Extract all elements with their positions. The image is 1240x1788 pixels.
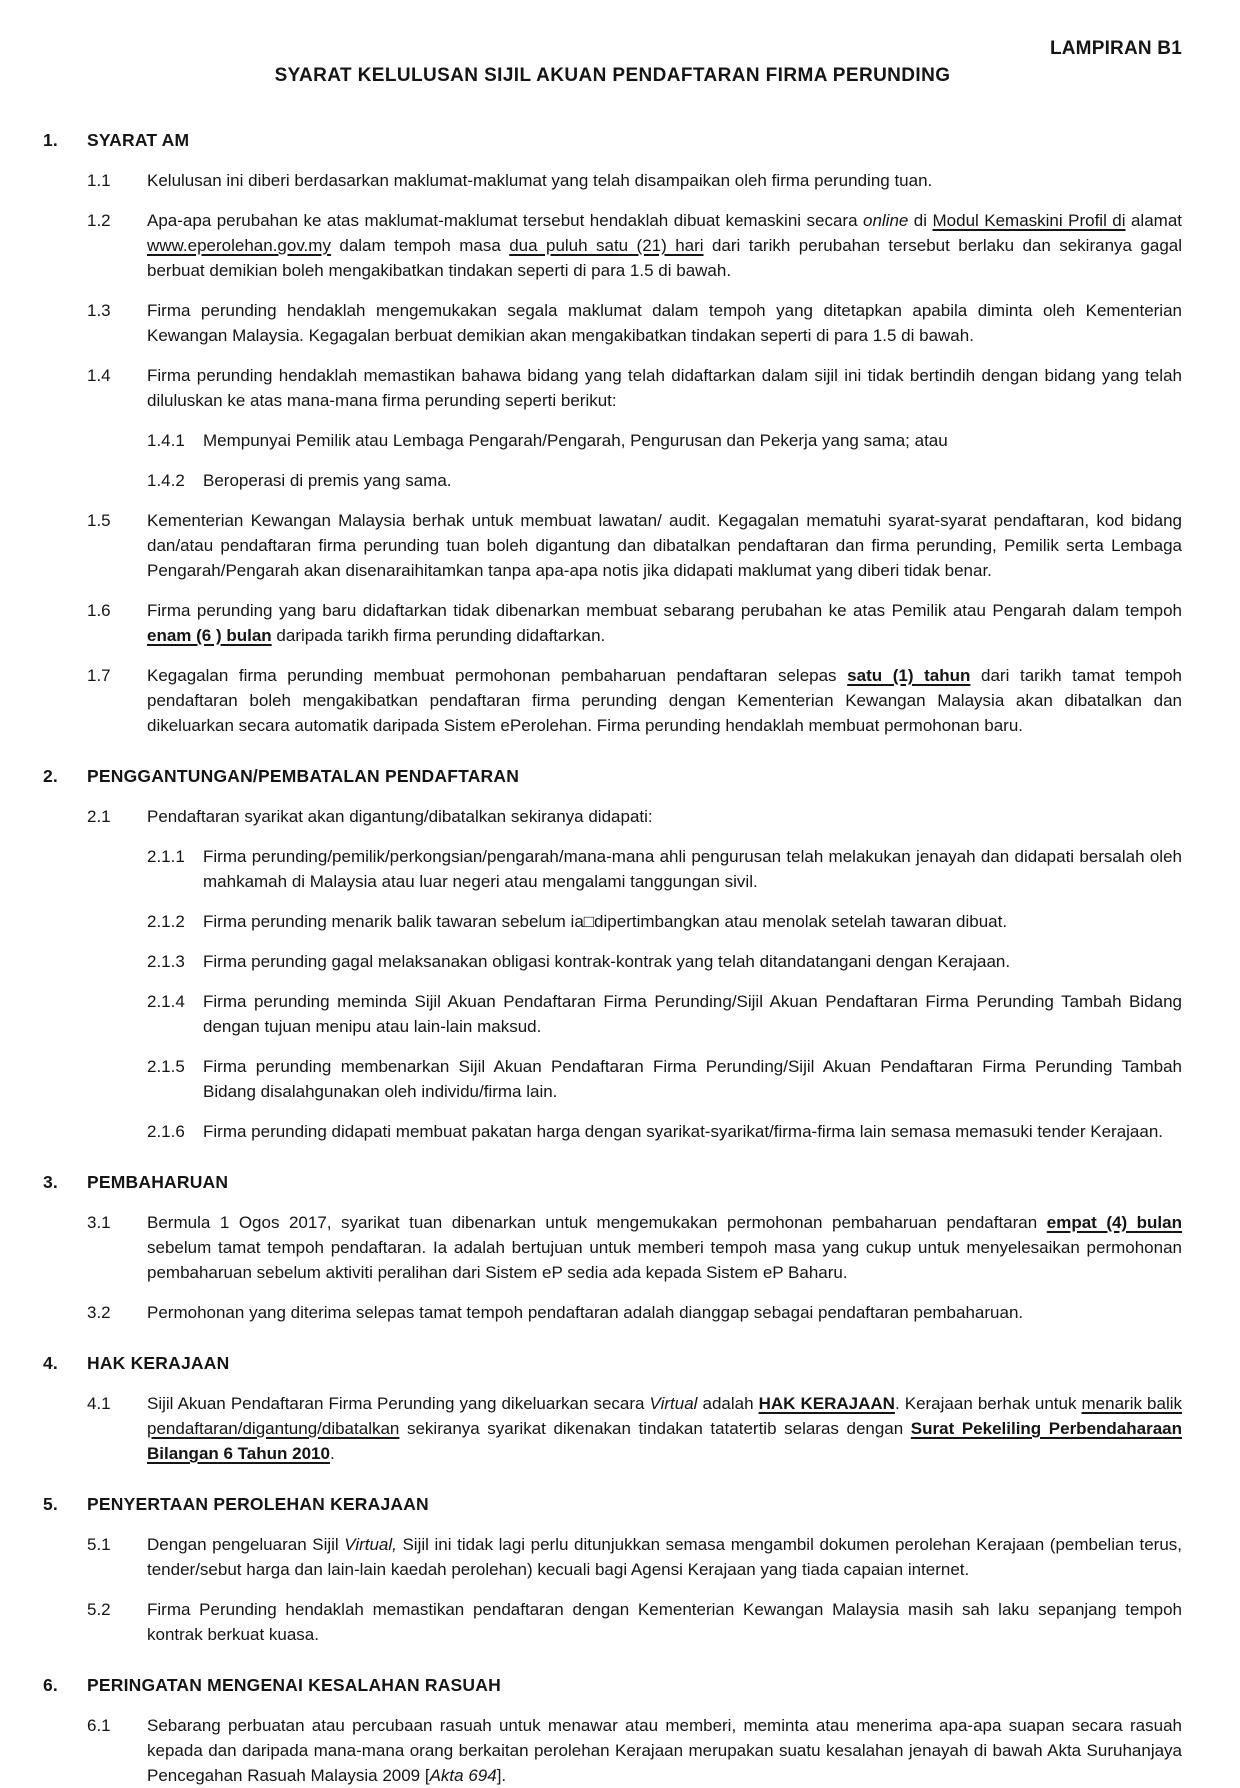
item-text: Sijil Akuan Pendaftaran Firma Perunding yang dikeluarkan secara Virtual adalah HAK KERAJAAN. Kerajaan berhak untuk menarik balik pendaftaran/digantung/dibatalkan sekiranya syarikat dikenakan tindakan tatatertib selaras dengan Surat Pekeliling Perbendaharaan Bilangan 6 Tahun 2010. [147, 1394, 1182, 1463]
list-item [43, 598, 1182, 648]
item-text: Pendaftaran syarikat akan digantung/dibatalkan sekiranya didapati: [147, 807, 653, 826]
text-run: menarik balik pendaftaran/digantung/dibatalkan [147, 1394, 1182, 1438]
item-number: 3.1 [87, 1213, 111, 1232]
section-heading [43, 1351, 1182, 1376]
list-item [43, 909, 1182, 934]
page-header [43, 36, 1182, 88]
text-run: Akta 694 [429, 1766, 497, 1785]
list-item [43, 949, 1182, 974]
item-number: 3.2 [87, 1303, 111, 1322]
text-run: Virtual, [344, 1535, 397, 1554]
section-heading [43, 128, 1182, 153]
item-text: Firma perunding/pemilik/perkongsian/pengarah/mana-mana ahli pengurusan telah melakukan jenayah dan didapati bersalah oleh mahkamah di Malaysia atau luar negeri atau mengalami tanggungan sivil. [203, 847, 1182, 891]
list-item [43, 844, 1182, 894]
item-text: Firma perunding meminda Sijil Akuan Pendaftaran Firma Perunding/Sijil Akuan Pendaftaran Firma Perunding Tambah Bidang dengan tujuan menipu atau lain-lain maksud. [203, 992, 1182, 1036]
item-number: 2.1.5 [147, 1057, 185, 1076]
item-text: Firma perunding yang baru didaftarkan tidak dibenarkan membuat sebarang perubahan ke atas Pemilik atau Pengarah dalam tempoh enam (6 ) bulan daripada tarikh firma perunding didaftarkan. [147, 601, 1182, 645]
text-run: Virtual [649, 1394, 698, 1413]
list-item [43, 804, 1182, 829]
item-number: 1.5 [87, 511, 111, 530]
section-title: HAK KERAJAAN [87, 1353, 230, 1373]
text-run: HAK KERAJAAN [758, 1394, 895, 1413]
item-text: Firma perunding membenarkan Sijil Akuan Pendaftaran Firma Perunding/Sijil Akuan Pendaftaran Firma Perunding Tambah Bidang disalahgunakan oleh individu/firma lain. [203, 1057, 1182, 1101]
list-item [43, 1391, 1182, 1466]
list-item [43, 1597, 1182, 1647]
item-number: 5.2 [87, 1600, 111, 1619]
section-heading [43, 764, 1182, 789]
item-text: Kegagalan firma perunding membuat permohonan pembaharuan pendaftaran selepas satu (1) tahun dari tarikh tamat tempoh pendaftaran boleh mengakibatkan pendaftaran firma perunding dengan Kementerian Kewangan Malaysia akan dibatalkan dan dikeluarkan secara automatik daripada Sistem ePerolehan. Firma perunding hendaklah membuat permohonan baru. [147, 666, 1182, 735]
list-item [43, 428, 1182, 453]
list-item [43, 1713, 1182, 1788]
item-number: 1.4.1 [147, 431, 185, 450]
item-text: Kelulusan ini diberi berdasarkan maklumat-maklumat yang telah disampaikan oleh firma perunding tuan. [147, 171, 933, 190]
item-text: Dengan pengeluaran Sijil Virtual, Sijil ini tidak lagi perlu ditunjukkan semasa mengambil dokumen perolehan Kerajaan (pembelian terus, tender/sebut harga dan lain-lain kaedah perolehan) kecuali bagi Agensi Kerajaan yang tiada capaian internet. [147, 1535, 1182, 1579]
section-title: SYARAT AM [87, 130, 190, 150]
item-text: Firma perunding hendaklah memastikan bahawa bidang yang telah didaftarkan dalam sijil ini tidak bertindih dengan bidang yang telah diluluskan ke atas mana-mana firma perunding seperti berikut: [147, 366, 1182, 410]
item-number: 1.4 [87, 366, 111, 385]
item-number: 1.4.2 [147, 471, 185, 490]
text-run: Surat Pekeliling Perbendaharaan Bilangan 6 Tahun 2010 [147, 1419, 1182, 1463]
item-text: Kementerian Kewangan Malaysia berhak untuk membuat lawatan/ audit. Kegagalan mematuhi syarat-syarat pendaftaran, kod bidang dan/atau pendaftaran firma perunding tuan boleh digantung dan dibatalkan pendaftaran dan firma perunding, Pemilik serta Lembaga Pengarah/Pengarah akan disenaraihitamkan tanpa apa-apa notis jika didapati maklumat yang diberi tidak benar. [147, 511, 1182, 580]
text-run: online [862, 211, 909, 230]
item-number: 2.1.2 [147, 912, 185, 931]
section-heading [43, 1170, 1182, 1195]
text-run: Modul Kemaskini Profil di [932, 211, 1126, 230]
item-number: 2.1.3 [147, 952, 185, 971]
item-number: 2.1.1 [147, 847, 185, 866]
item-number: 6.1 [87, 1716, 111, 1735]
item-text: Firma Perunding hendaklah memastikan pendaftaran dengan Kementerian Kewangan Malaysia masih sah laku sepanjang tempoh kontrak berkuat kuasa. [147, 1600, 1182, 1644]
list-item [43, 363, 1182, 413]
section-number: 6. [43, 1675, 58, 1695]
item-text: Firma perunding menarik balik tawaran sebelum ia□dipertimbangkan atau menolak setelah tawaran dibuat. [203, 912, 1008, 931]
item-text: Beroperasi di premis yang sama. [203, 471, 452, 490]
item-text: Firma perunding didapati membuat pakatan harga dengan syarikat-syarikat/firma-firma lain semasa memasuki tender Kerajaan. [203, 1122, 1164, 1141]
item-text: Mempunyai Pemilik atau Lembaga Pengarah/Pengarah, Pengurusan dan Pekerja yang sama; atau [203, 431, 948, 450]
section-title: PENGGANTUNGAN/PEMBATALAN PENDAFTARAN [87, 766, 520, 786]
section-heading [43, 1492, 1182, 1517]
text-run: enam (6 ) bulan [147, 626, 272, 645]
section-number: 5. [43, 1494, 58, 1514]
section-title: PERINGATAN MENGENAI KESALAHAN RASUAH [87, 1675, 501, 1695]
text-run: satu (1) tahun [847, 666, 971, 685]
section-number: 4. [43, 1353, 58, 1373]
item-number: 2.1.6 [147, 1122, 185, 1141]
section-number: 1. [43, 130, 58, 150]
corner-label: LAMPIRAN B1 [1049, 38, 1182, 59]
list-item [43, 1532, 1182, 1582]
item-text: Permohonan yang diterima selepas tamat tempoh pendaftaran adalah dianggap sebagai pendaftaran pembaharuan. [147, 1303, 1024, 1322]
list-item [43, 208, 1182, 283]
item-text: Firma perunding gagal melaksanakan obligasi kontrak-kontrak yang telah ditandatangani dengan Kerajaan. [203, 952, 1011, 971]
item-number: 1.1 [87, 171, 111, 190]
list-item [43, 1210, 1182, 1285]
list-item [43, 989, 1182, 1039]
list-item [43, 1054, 1182, 1104]
item-number: 2.1.4 [147, 992, 185, 1011]
item-number: 1.3 [87, 301, 111, 320]
list-item [43, 508, 1182, 583]
item-number: 2.1 [87, 807, 111, 826]
section-title: PEMBAHARUAN [87, 1172, 229, 1192]
text-run: dua puluh satu (21) hari [509, 236, 704, 255]
list-item [43, 468, 1182, 493]
document-body [43, 128, 1182, 1788]
list-item [43, 168, 1182, 193]
item-text: Firma perunding hendaklah mengemukakan segala maklumat dalam tempoh yang ditetapkan apabila diminta oleh Kementerian Kewangan Malaysia. Kegagalan berbuat demikian akan mengakibatkan tindakan seperti di para 1.5 di bawah. [147, 301, 1182, 345]
item-number: 4.1 [87, 1394, 111, 1413]
section-title: PENYERTAAN PEROLEHAN KERAJAAN [87, 1494, 429, 1514]
text-run: empat (4) bulan [1046, 1213, 1182, 1232]
page-title: SYARAT KELULUSAN SIJIL AKUAN PENDAFTARAN FIRMA PERUNDING [274, 65, 951, 86]
section-number: 3. [43, 1172, 58, 1192]
item-number: 5.1 [87, 1535, 111, 1554]
item-text: Bermula 1 Ogos 2017, syarikat tuan dibenarkan untuk mengemukakan permohonan pembaharuan pendaftaran empat (4) bulan sebelum tamat tempoh pendaftaran. Ia adalah bertujuan untuk memberi tempoh masa yang cukup untuk menyelesaikan permohonan pembaharuan sebelum aktiviti peralihan dari Sistem eP sedia ada kepada Sistem eP Baharu. [147, 1213, 1182, 1282]
item-text: Sebarang perbuatan atau percubaan rasuah untuk menawar atau memberi, meminta atau menerima apa-apa suapan secara rasuah kepada dan daripada mana-mana orang berkaitan perolehan Kerajaan merupakan suatu kesalahan jenayah di bawah Akta Suruhanjaya Pencegahan Rasuah Malaysia 2009 [Akta 694]. [147, 1716, 1182, 1785]
text-run: www.eperolehan.gov.my [147, 236, 331, 255]
list-item [43, 298, 1182, 348]
list-item [43, 1119, 1182, 1144]
item-number: 1.2 [87, 211, 111, 230]
section-heading [43, 1673, 1182, 1698]
list-item [43, 1300, 1182, 1325]
section-number: 2. [43, 766, 58, 786]
list-item [43, 663, 1182, 738]
item-text: Apa-apa perubahan ke atas maklumat-maklumat tersebut hendaklah dibuat kemaskini secara online di Modul Kemaskini Profil di alamat www.eperolehan.gov.my dalam tempoh masa dua puluh satu (21) hari dari tarikh perubahan tersebut berlaku dan sekiranya gagal berbuat demikian boleh mengakibatkan tindakan seperti di para 1.5 di bawah. [147, 211, 1183, 280]
item-number: 1.6 [87, 601, 111, 620]
item-number: 1.7 [87, 666, 111, 685]
